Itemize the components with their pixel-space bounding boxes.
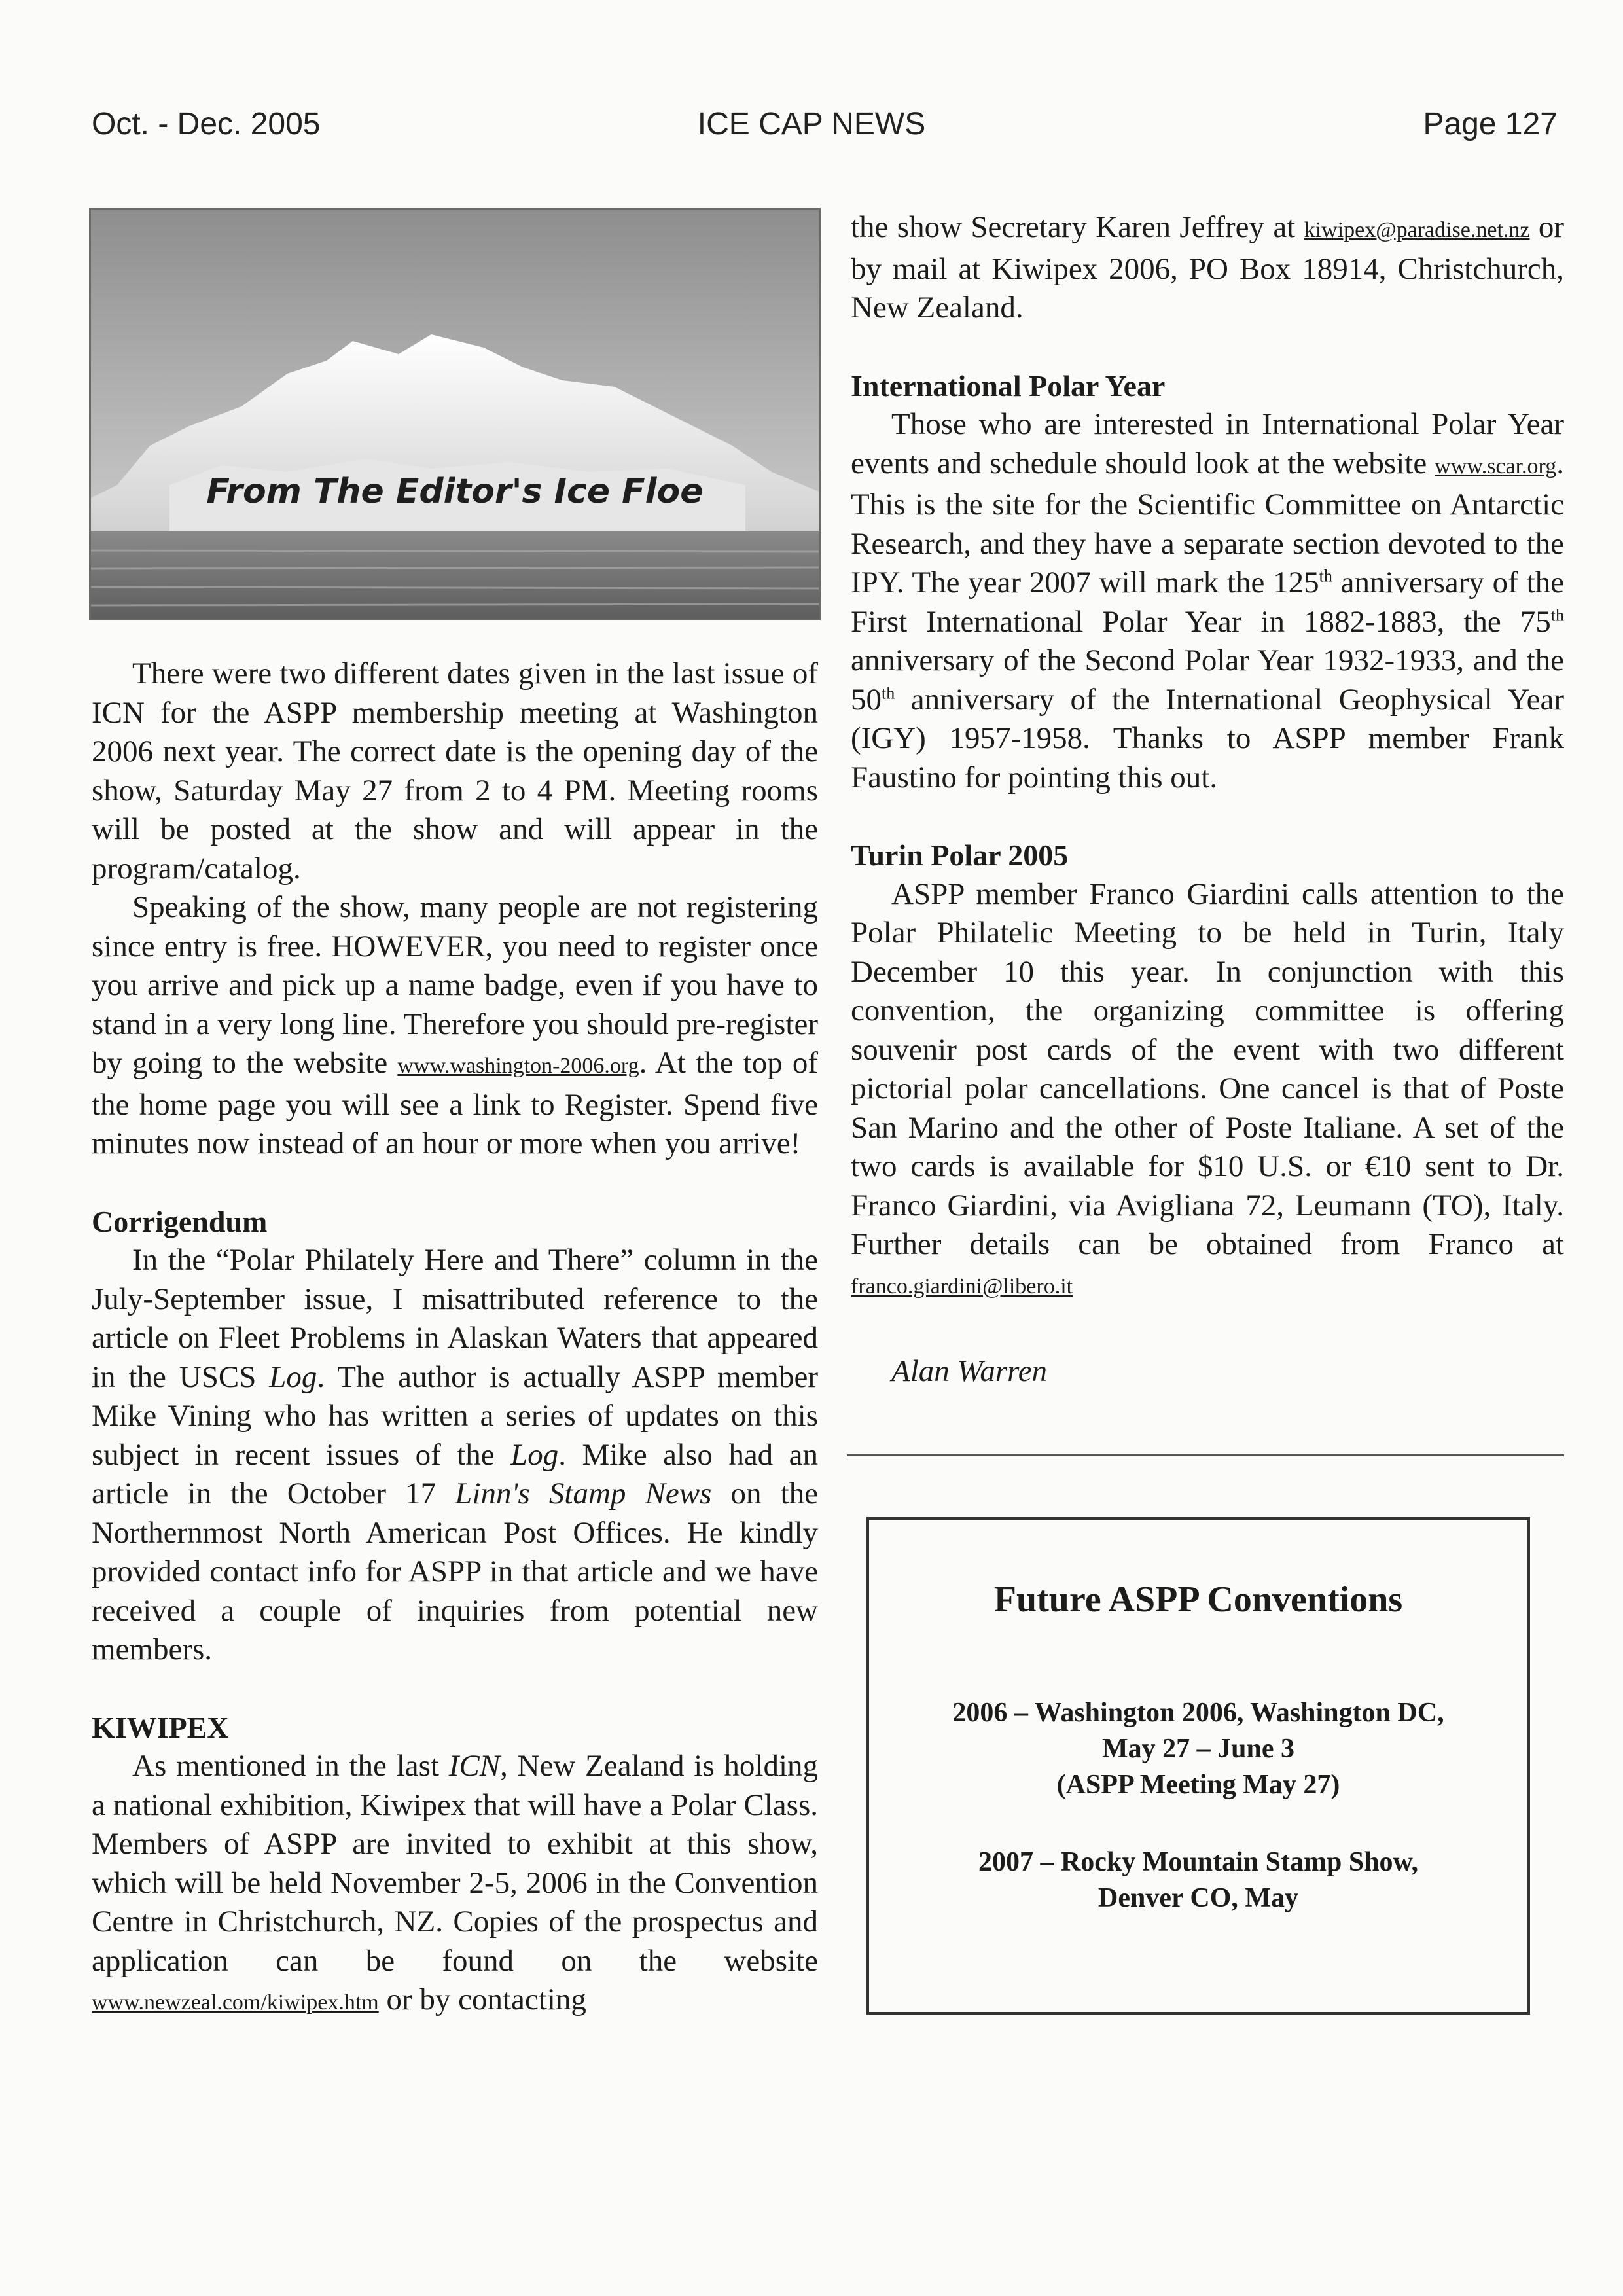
kiwipex-email-link[interactable]: kiwipex@paradise.net.nz xyxy=(1304,218,1530,242)
editor-banner xyxy=(89,208,821,620)
scar-website-link[interactable]: www.scar.org xyxy=(1435,454,1557,478)
iceberg-image xyxy=(91,210,819,619)
publication-title: ICE CAP NEWS xyxy=(697,107,926,141)
turin-heading: Turin Polar 2005 xyxy=(851,838,1069,872)
ipy-heading: International Polar Year xyxy=(851,368,1166,403)
giardini-email-link[interactable]: franco.giardini@libero.it xyxy=(851,1274,1073,1299)
page-number: Page 127 xyxy=(1423,107,1558,141)
convention-2007: 2007 – Rocky Mountain Stamp Show, Denver CO, May xyxy=(978,1847,1419,1913)
section-divider xyxy=(847,1454,1564,1456)
author-signature: Alan Warren xyxy=(891,1354,1048,1388)
kiwipex-paragraph: As mentioned in the last ICN, New Zealand is holding a national exhibition, Kiwipex that will have a Polar Class. Members of ASPP are invited to exhibit at this show, which will be held November 2-5, 2006 in the Convention Centre in Christchurch, NZ. Copies of the prospectus and application can be found on the website www.newzeal.com/kiwipex.htm or by contacting xyxy=(92,1749,819,2017)
corrigendum-paragraph: In the “Polar Philately Here and There” column in the July-September issue, I misattributed reference to the article on Fleet Problems in Alaskan Waters that appeared in the USCS Log. The author is actually ASPP member Mike Vining who has written a series of updates on this subject in recent issues of the Log. Mike also had an article in the October 17 Linn's Stamp News on the Northernmost North American Post Offices. He kindly provided contact info for ASPP in that article and we have received a couple of inquiries from potential new members. xyxy=(92,1243,819,1666)
corrigendum-heading: Corrigendum xyxy=(92,1204,268,1238)
ipy-paragraph: Those who are interested in International Polar Year events and schedule should look at the website www.scar.org. This is the site for the Scientific Committee on Antarctic Research, and they have a separate section devoted to the IPY. The year 2007 will mark the 125th anniversary of the First International Polar Year in 1882-1883, the 75th anniversary of the Second Polar Year 1932-1933, and the 50th anniversary of the International Geophysical Year (IGY) 1957-1958. Thanks to ASPP member Frank Faustino for pointing this out. xyxy=(851,407,1565,795)
dates-paragraph: There were two different dates given in the last issue of ICN for the ASPP membership meeting at Washington 2006 next year. The correct date is the opening day of the show, Saturday May 27 from 2 to 4 PM. Meeting rooms will be posted at the show and will appear in the program/catalog. xyxy=(92,656,818,886)
registration-paragraph: Speaking of the show, many people are not registering since entry is free. HOWEVER, you need to register once you arrive and pick up a name badge, even if you have to stand in a very long line. Therefore you should pre-register by going to the website www.washington-2006.org. At the top of the home page you will see a link to Register. Spend five minutes now instead of an hour or more when you arrive! xyxy=(92,890,819,1160)
washington-2006-link[interactable]: www.washington-2006.org xyxy=(397,1054,639,1078)
kiwipex-website-link[interactable]: www.newzeal.com/kiwipex.htm xyxy=(92,1990,379,2015)
kiwipex-continued-paragraph: the show Secretary Karen Jeffrey at kiwipex@paradise.net.nz or by mail at Kiwipex 2006, PO Box 18914, Christchurch, New Zealand. xyxy=(851,210,1565,325)
conventions-box xyxy=(866,1517,1530,2015)
convention-2006: 2006 – Washington 2006, Washington DC, May 27 – June 3 (ASPP Meeting May 27) xyxy=(952,1698,1444,1800)
conventions-title: Future ASPP Conventions xyxy=(993,1579,1403,1620)
kiwipex-heading: KIWIPEX xyxy=(92,1710,229,1744)
right-column xyxy=(851,208,1564,1306)
issue-date: Oct. - Dec. 2005 xyxy=(92,107,321,141)
banner-title: From The Editor's Ice Floe xyxy=(206,472,704,511)
turin-paragraph: ASPP member Franco Giardini calls attention to the Polar Philatelic Meeting to be held in Turin, Italy December 10 this year. In conjunction with this convention, the organizing committee is offering souvenir post cards of the event with two different pictorial polar cancellations. One cancel is that of Poste San Marino and the other of Poste Italiane. A set of the two cards is available for $10 U.S. or €10 sent to Dr. Franco Giardini, via Avigliana 72, Leumann (TO), Italy. Further details can be obtained from Franco at franco.giardini@libero.it xyxy=(851,876,1564,1299)
left-column xyxy=(92,655,818,2022)
